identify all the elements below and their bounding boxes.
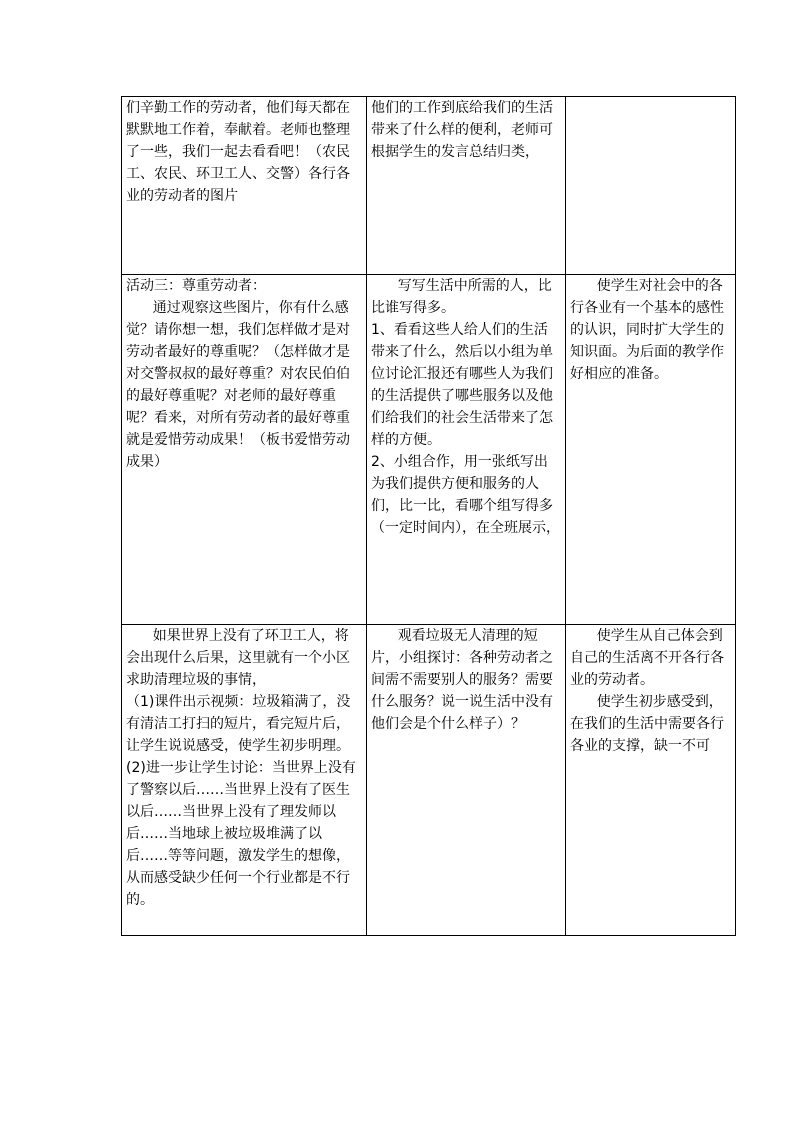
purpose-cell (566, 97, 736, 275)
table-row (122, 625, 736, 936)
activity-heading: 活动三：尊重劳动者： (126, 278, 266, 294)
activity-paragraph: 们辛勤工作的劳动者，他们每天都在默默地工作着，奉献着。老师也整理了一些，我们一起去看看吧！（农民工、农民、环卫工人、交警）各行各业的劳动者的图片 (126, 100, 350, 204)
purpose-paragraph: 使学生对社会中的各行各业有一个基本的感性的认识，同时扩大学生的知识面。为后面的教学作好相应的准备。 (570, 278, 724, 382)
purpose-paragraph: 使学生从自己体会到自己的生活离不开各行各业的劳动者。 (570, 628, 724, 688)
student-cell (367, 625, 566, 936)
activity-cell (122, 625, 367, 936)
student-paragraph: 观看垃圾无人清理的短片，小组探讨：各种劳动者之间需不需要别人的服务？需要什么服务？说一说生活中没有他们会是个什么样子）？ (371, 628, 553, 732)
activity-paragraph: 通过观察这些图片，你有什么感觉？请你想一想，我们怎样做才是对劳动者最好的尊重呢？（怎样做才是对交警叔叔的最好尊重？对农民伯伯的最好尊重呢？对老师的最好尊重呢？看来，对所有劳动者的最好尊重就是爱惜劳动成果！（板书爱惜劳动成果） (126, 300, 350, 470)
student-paragraph: 1、看看这些人给人们的生活带来了什么，然后以小组为单位讨论汇报还有哪些人为我们的生活提供了哪些服务以及他们给我们的社会生活带来了怎样的方便。 (371, 322, 553, 448)
purpose-paragraph: 使学生初步感受到，在我们的生活中需要各行各业的支撑，缺一不可 (570, 694, 724, 754)
student-paragraph: 他们的工作到底给我们的生活带来了什么样的便利，老师可根据学生的发言总结归类， (371, 100, 553, 160)
purpose-cell (566, 275, 736, 625)
activity-cell (122, 275, 367, 625)
table-row (122, 97, 736, 275)
lesson-plan-table (121, 96, 736, 936)
activity-paragraph: 如果世界上没有了环卫工人，将会出现什么后果，这里就有一个小区求助清理垃圾的事情， (126, 628, 350, 688)
student-paragraph: 写写生活中所需的人，比比谁写得多。 (371, 278, 552, 316)
activity-paragraph: (2)进一步让学生讨论：当世界上没有了警察以后……当世界上没有了医生以后……当世界上没有了理发师以后……当地球上被垃圾堆满了以后……等等问题，激发学生的想像，从而感受缺少任何一个行业都是不行的。 (126, 760, 356, 908)
student-cell (367, 97, 566, 275)
student-cell (367, 275, 566, 625)
activity-cell (122, 97, 367, 275)
activity-paragraph: （1)课件出示视频：垃圾箱满了，没有清洁工打扫的短片，看完短片后，让学生说说感受，使学生初步明理。 (126, 694, 351, 754)
purpose-cell (566, 625, 736, 936)
table-row (122, 275, 736, 625)
student-paragraph: 2、小组合作，用一张纸写出为我们提供方便和服务的人们，比一比，看哪个组写得多（一定时间内），在全班展示， (371, 454, 560, 536)
